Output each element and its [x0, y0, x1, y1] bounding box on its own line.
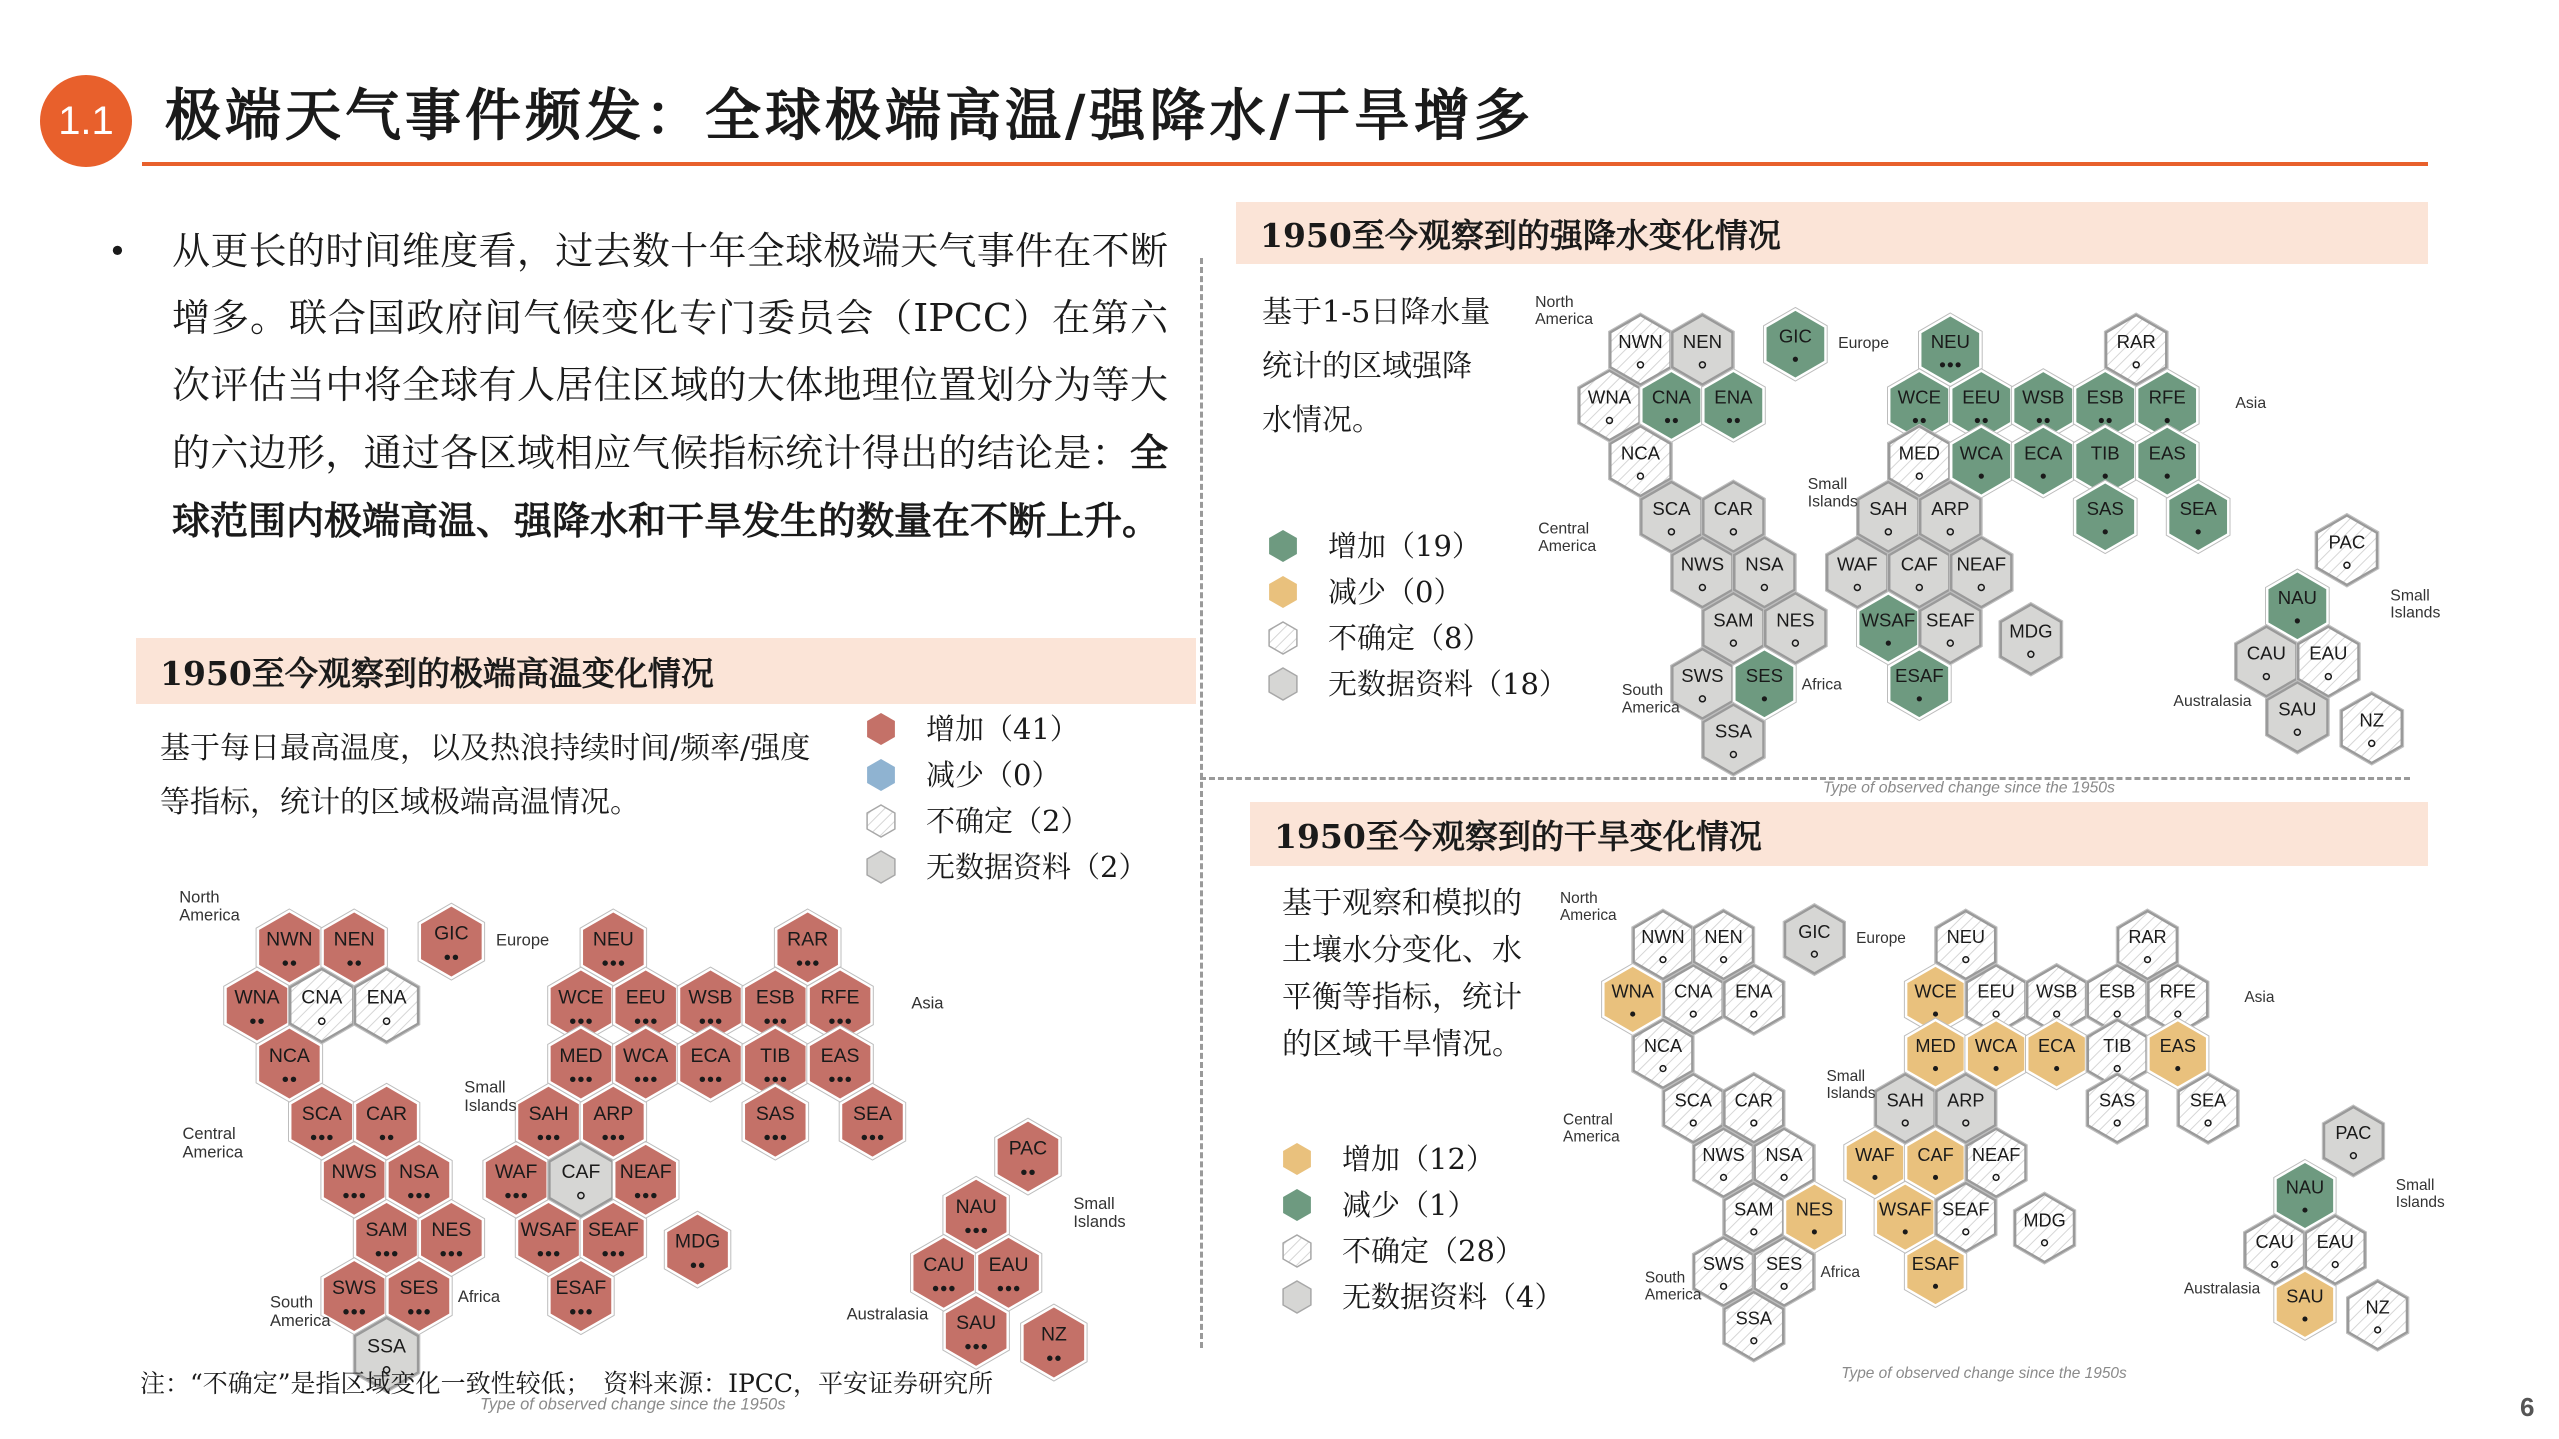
legend-item-increase — [1268, 523, 1568, 569]
region-code-nsa: NSA — [1765, 1145, 1803, 1166]
region-code-nsa: NSA — [398, 1160, 439, 1183]
legend-label-uncertain: 不确定（8） — [1328, 621, 1492, 655]
region-code-nz: NZ — [2359, 709, 2385, 731]
legend-swatch-nodata-icon — [866, 850, 896, 884]
region-pac — [995, 1118, 1061, 1195]
region-code-rar: RAR — [2128, 927, 2167, 948]
region-code-nwn: NWN — [1641, 927, 1685, 948]
region-code-mdg: MDG — [2009, 620, 2053, 642]
intro-paragraph — [108, 218, 1168, 555]
region-gic — [1764, 307, 1828, 381]
drought-hex-map — [1557, 880, 2445, 1382]
region-code-sca: SCA — [1674, 1090, 1712, 1111]
region-code-sws: SWS — [332, 1277, 377, 1300]
region-eca — [677, 1025, 744, 1102]
region-code-nwn: NWN — [266, 928, 313, 951]
region-code-eca: ECA — [2037, 1036, 2076, 1057]
region-code-sau: SAU — [956, 1312, 997, 1335]
label-north-america: North America — [1535, 293, 1594, 329]
region-code-nws: NWS — [1680, 553, 1725, 575]
label-africa: Africa — [457, 1286, 501, 1306]
label-europe: Europe — [495, 930, 550, 950]
legend-swatch-uncertain-icon — [1282, 1234, 1312, 1268]
label-europe: Europe — [1856, 930, 1906, 948]
region-code-sam: SAM — [1713, 609, 1754, 631]
label-australasia: Australasia — [846, 1304, 929, 1324]
region-mdg — [1999, 603, 2063, 677]
legend-item-decrease — [1268, 569, 1568, 615]
drought-legend — [1282, 1136, 1563, 1320]
region-code-neu: NEU — [1946, 927, 1985, 948]
legend-swatch-decrease-icon — [1282, 1188, 1312, 1222]
legend-item-uncertain — [1282, 1228, 1563, 1274]
region-code-cna: CNA — [1651, 386, 1692, 408]
label-australasia: Australasia — [2183, 1280, 2261, 1298]
region-code-cna: CNA — [1674, 981, 1713, 1002]
legend-label-decrease: 减少（0） — [1328, 575, 1463, 609]
region-code-sam: SAM — [365, 1219, 408, 1242]
region-code-caf: CAF — [561, 1160, 601, 1183]
region-code-nws: NWS — [331, 1160, 377, 1183]
horizontal-divider — [1200, 777, 2410, 780]
label-south-america: South America — [1644, 1269, 1702, 1304]
region-code-rfe: RFE — [2159, 981, 2196, 1002]
region-code-waf: WAF — [1837, 553, 1878, 575]
legend-item-nodata — [1268, 661, 1568, 707]
drought-description: 基于观察和模拟的土壤水分变化、水平衡等指标，统计的区域干旱情况。 — [1282, 886, 1522, 1062]
region-nz — [2340, 692, 2404, 766]
region-code-nws: NWS — [1702, 1145, 1745, 1166]
region-eca — [2011, 424, 2075, 498]
region-code-neaf: NEAF — [1971, 1145, 2021, 1166]
region-code-neu: NEU — [592, 928, 634, 951]
region-code-sah: SAH — [1869, 497, 1908, 519]
region-code-wsaf: WSAF — [1861, 609, 1916, 631]
legend-label-decrease: 减少（1） — [1342, 1188, 1477, 1222]
heat-regions — [224, 903, 1087, 1392]
region-code-pac: PAC — [1008, 1137, 1048, 1160]
region-pac — [2315, 513, 2379, 587]
intro-bold-text: 全球范围内极端高温、强降水和干旱发生的数量在不断上升。 — [172, 430, 1168, 543]
region-code-wna: WNA — [1611, 981, 1654, 1002]
region-code-ssa: SSA — [367, 1335, 407, 1358]
region-code-sws: SWS — [1681, 665, 1724, 687]
label-africa: Africa — [1820, 1264, 1860, 1282]
label-small-islands-east: Small Islands — [2395, 1176, 2445, 1211]
region-code-nes: NES — [1795, 1199, 1834, 1220]
label-small-islands-west: Small Islands — [1807, 475, 1858, 511]
region-code-esaf: ESAF — [1911, 1253, 1960, 1274]
region-code-esaf: ESAF — [1895, 665, 1944, 687]
label-asia: Asia — [911, 993, 944, 1013]
legend-swatch-increase-icon — [866, 712, 896, 746]
legend-swatch-nodata-icon — [1268, 667, 1298, 701]
page-title: 极端天气事件频发：全球极端高温/强降水/干旱增多 — [165, 83, 1534, 149]
region-code-cau: CAU — [2246, 642, 2286, 664]
legend-label-increase: 增加（12） — [1342, 1142, 1495, 1176]
region-code-neaf: NEAF — [619, 1160, 672, 1183]
region-code-esb: ESB — [2086, 386, 2124, 408]
legend-label-nodata: 无数据资料（18） — [1328, 667, 1568, 701]
region-code-sas: SAS — [2099, 1090, 2136, 1111]
region-code-wsaf: WSAF — [520, 1219, 577, 1242]
region-code-cna: CNA — [301, 986, 343, 1009]
region-code-arp: ARP — [1931, 497, 1970, 519]
region-code-caf: CAF — [1900, 553, 1938, 575]
region-nz — [1021, 1304, 1088, 1381]
region-code-nz: NZ — [1040, 1323, 1067, 1346]
legend-item-increase — [1282, 1136, 1563, 1182]
label-small-islands-west: Small Islands — [1826, 1068, 1876, 1103]
region-code-waf: WAF — [494, 1160, 538, 1183]
region-code-nau: NAU — [955, 1195, 997, 1218]
footnote: 注：“不确定”是指区域变化一致性较低； 资料来源：IPCC，平安证券研究所 — [140, 1369, 994, 1398]
region-code-sea: SEA — [2189, 1090, 2227, 1111]
region-code-nau: NAU — [2277, 587, 2317, 609]
region-code-eeu: EEU — [1962, 386, 2001, 408]
legend-swatch-uncertain-icon — [866, 804, 896, 838]
region-code-mdg: MDG — [674, 1230, 721, 1253]
label-africa: Africa — [1801, 676, 1842, 694]
region-code-ses: SES — [399, 1277, 439, 1300]
label-small-islands-east: Small Islands — [2390, 587, 2441, 622]
label-europe: Europe — [1838, 334, 1890, 352]
legend-swatch-nodata-icon — [1282, 1280, 1312, 1314]
label-south-america: South America — [1621, 681, 1680, 717]
region-code-nca: NCA — [268, 1044, 310, 1067]
region-code-nes: NES — [431, 1219, 472, 1242]
region-code-ses: SES — [1765, 1253, 1803, 1274]
region-code-neaf: NEAF — [1956, 553, 2007, 575]
region-code-med: MED — [1915, 1036, 1956, 1057]
region-code-tib: TIB — [760, 1044, 791, 1067]
region-code-car: CAR — [1734, 1090, 1774, 1111]
region-code-eca: ECA — [690, 1044, 731, 1067]
region-code-tib: TIB — [2103, 1036, 2132, 1057]
region-code-car: CAR — [1713, 497, 1754, 519]
region-code-nen: NEN — [1704, 927, 1743, 948]
region-code-wsb: WSB — [2035, 981, 2078, 1002]
heat-map-caption: Type of observed change since the 1950s — [480, 1394, 786, 1414]
region-code-cau: CAU — [923, 1253, 965, 1276]
legend-item-decrease — [1282, 1182, 1563, 1228]
legend-label-decrease: 减少（0） — [926, 758, 1061, 792]
bullet-icon: • — [108, 232, 127, 270]
region-code-arp: ARP — [593, 1102, 634, 1125]
region-code-ena: ENA — [366, 986, 407, 1009]
region-code-sah: SAH — [528, 1102, 569, 1125]
region-code-wca: WCA — [1974, 1036, 2018, 1057]
region-code-sea: SEA — [2179, 497, 2217, 519]
region-code-arp: ARP — [1947, 1090, 1985, 1111]
region-code-wce: WCE — [1914, 981, 1957, 1002]
region-code-sah: SAH — [1886, 1090, 1924, 1111]
region-code-mdg: MDG — [2023, 1210, 2066, 1231]
drought-regions — [1602, 904, 2409, 1363]
label-small-islands-east: Small Islands — [1073, 1193, 1126, 1232]
region-code-eca: ECA — [2024, 442, 2063, 464]
region-code-car: CAR — [366, 1102, 408, 1125]
region-pac — [2322, 1105, 2384, 1177]
drought-map-caption: Type of observed change since the 1950s — [1841, 1364, 2127, 1382]
region-code-nsa: NSA — [1745, 553, 1784, 575]
region-code-wsb: WSB — [2022, 386, 2065, 408]
legend-label-increase: 增加（41） — [926, 712, 1079, 746]
precip-section-title: 1950至今观察到的强降水变化情况 — [1236, 202, 2428, 264]
legend-swatch-uncertain-icon — [1268, 621, 1298, 655]
region-code-sca: SCA — [301, 1102, 342, 1125]
region-gic — [418, 903, 485, 980]
region-code-med: MED — [559, 1044, 603, 1067]
region-code-neu: NEU — [1930, 330, 1970, 352]
region-code-waf: WAF — [1855, 1145, 1895, 1166]
legend-item-uncertain — [866, 798, 1147, 844]
region-sas — [2073, 480, 2137, 554]
region-code-eeu: EEU — [625, 986, 666, 1009]
region-code-ses: SES — [1745, 665, 1783, 687]
region-code-esaf: ESAF — [555, 1277, 607, 1300]
region-code-pac: PAC — [2328, 531, 2366, 553]
legend-label-uncertain: 不确定（2） — [926, 804, 1090, 838]
precip-regions — [1578, 307, 2404, 776]
region-code-seaf: SEAF — [1926, 609, 1975, 631]
region-mdg — [2013, 1192, 2075, 1264]
legend-swatch-increase-icon — [1268, 529, 1298, 563]
region-code-sas: SAS — [2086, 497, 2124, 519]
label-small-islands-west: Small Islands — [464, 1077, 517, 1115]
drought-section-title: 1950至今观察到的干旱变化情况 — [1250, 802, 2428, 866]
legend-item-uncertain — [1268, 615, 1568, 661]
region-sas — [2086, 1072, 2148, 1144]
region-gic — [1783, 904, 1845, 976]
region-code-esb: ESB — [2099, 981, 2136, 1002]
page-number: 6 — [2520, 1392, 2535, 1422]
label-central-america: Central America — [1538, 520, 1597, 555]
region-code-nz: NZ — [2365, 1297, 2390, 1318]
heat-legend — [866, 706, 1147, 890]
region-code-sca: SCA — [1652, 497, 1691, 519]
precip-legend — [1268, 523, 1568, 707]
precip-hex-map — [1532, 284, 2441, 797]
region-code-rar: RAR — [2116, 330, 2156, 352]
legend-item-increase — [866, 706, 1147, 752]
legend-label-increase: 增加（19） — [1328, 529, 1481, 563]
region-code-wna: WNA — [1587, 386, 1632, 408]
heat-section-title: 1950至今观察到的极端高温变化情况 — [136, 638, 1196, 704]
label-central-america: Central America — [1563, 1111, 1620, 1146]
region-code-eeu: EEU — [1977, 981, 2015, 1002]
region-mdg — [664, 1211, 731, 1288]
label-central-america: Central America — [182, 1124, 244, 1162]
region-code-wsb: WSB — [688, 986, 733, 1009]
region-code-wca: WCA — [623, 1044, 669, 1067]
precip-map-caption: Type of observed change since the 1950s — [1822, 779, 2115, 797]
section-badge: 1.1 — [40, 75, 132, 167]
region-eca — [2026, 1018, 2088, 1090]
region-code-tib: TIB — [2090, 442, 2120, 464]
region-code-eas: EAS — [820, 1044, 860, 1067]
region-code-wna: WNA — [234, 986, 280, 1009]
region-code-nca: NCA — [1643, 1036, 1683, 1057]
region-code-sws: SWS — [1702, 1253, 1745, 1274]
intro-text — [172, 218, 1168, 555]
label-north-america: North America — [179, 887, 240, 925]
region-code-seaf: SEAF — [1942, 1199, 1990, 1220]
region-code-sau: SAU — [2278, 698, 2317, 720]
legend-item-decrease — [866, 752, 1147, 798]
region-code-ssa: SSA — [1714, 720, 1753, 742]
region-code-wce: WCE — [558, 986, 604, 1009]
region-code-sea: SEA — [853, 1102, 892, 1125]
region-code-sam: SAM — [1734, 1199, 1774, 1220]
region-code-eau: EAU — [988, 1253, 1029, 1276]
region-code-nen: NEN — [333, 928, 375, 951]
region-code-nes: NES — [1776, 609, 1815, 631]
legend-label-uncertain: 不确定（28） — [1342, 1234, 1524, 1268]
label-asia: Asia — [2235, 395, 2267, 413]
region-code-wce: WCE — [1897, 386, 1941, 408]
region-sas — [742, 1083, 809, 1160]
legend-swatch-increase-icon — [1282, 1142, 1312, 1176]
region-code-rfe: RFE — [820, 986, 860, 1009]
region-code-gic: GIC — [434, 922, 469, 945]
region-code-wca: WCA — [1959, 442, 2003, 464]
region-code-eas: EAS — [2159, 1036, 2196, 1057]
legend-item-nodata — [1282, 1274, 1563, 1320]
region-code-sau: SAU — [2286, 1286, 2324, 1307]
region-code-eas: EAS — [2148, 442, 2186, 464]
label-north-america: North America — [1560, 890, 1617, 924]
region-code-wsaf: WSAF — [1879, 1199, 1932, 1220]
intro-normal-text: 从更长的时间维度看，过去数十年全球极端天气事件在不断增多。联合国政府间气候变化专门委员会（IPCC）在第六次评估当中将全球有人居住区域的大体地理位置划分为等大的六边形，通过各区域相应气候指标统计得出的结论是： — [172, 229, 1168, 475]
region-code-sas: SAS — [755, 1102, 795, 1125]
region-code-rar: RAR — [787, 928, 829, 951]
region-nz — [2347, 1279, 2409, 1351]
region-code-gic: GIC — [1798, 921, 1831, 942]
legend-label-nodata: 无数据资料（4） — [1342, 1280, 1564, 1314]
region-code-med: MED — [1898, 442, 1940, 464]
region-code-gic: GIC — [1778, 325, 1812, 347]
vertical-divider — [1200, 258, 1203, 1348]
label-asia: Asia — [2244, 989, 2275, 1007]
region-code-rfe: RFE — [2148, 386, 2186, 408]
region-code-ena: ENA — [1714, 386, 1753, 408]
region-code-ssa: SSA — [1735, 1308, 1773, 1329]
region-code-nwn: NWN — [1618, 330, 1663, 352]
label-australasia: Australasia — [2173, 693, 2252, 711]
legend-swatch-decrease-icon — [1268, 575, 1298, 609]
region-code-eau: EAU — [2309, 642, 2348, 664]
region-code-nau: NAU — [2285, 1177, 2325, 1198]
region-code-pac: PAC — [2335, 1123, 2372, 1144]
region-code-cau: CAU — [2255, 1232, 2294, 1253]
region-code-seaf: SEAF — [587, 1219, 639, 1242]
legend-label-nodata: 无数据资料（2） — [926, 850, 1148, 884]
legend-swatch-decrease-icon — [866, 758, 896, 792]
precip-description: 基于1-5日降水量统计的区域强降水情况。 — [1262, 295, 1491, 438]
region-code-ena: ENA — [1735, 981, 1773, 1002]
title-divider — [142, 162, 2428, 166]
region-code-caf: CAF — [1917, 1145, 1954, 1166]
region-code-eau: EAU — [2316, 1232, 2354, 1253]
label-south-america: South America — [269, 1292, 331, 1330]
region-code-nen: NEN — [1682, 330, 1723, 352]
heat-description: 基于每日最高温度，以及热浪持续时间/频率/强度等指标，统计的区域极端高温情况。 — [160, 731, 811, 820]
region-code-esb: ESB — [755, 986, 795, 1009]
region-code-nca: NCA — [1620, 442, 1661, 464]
